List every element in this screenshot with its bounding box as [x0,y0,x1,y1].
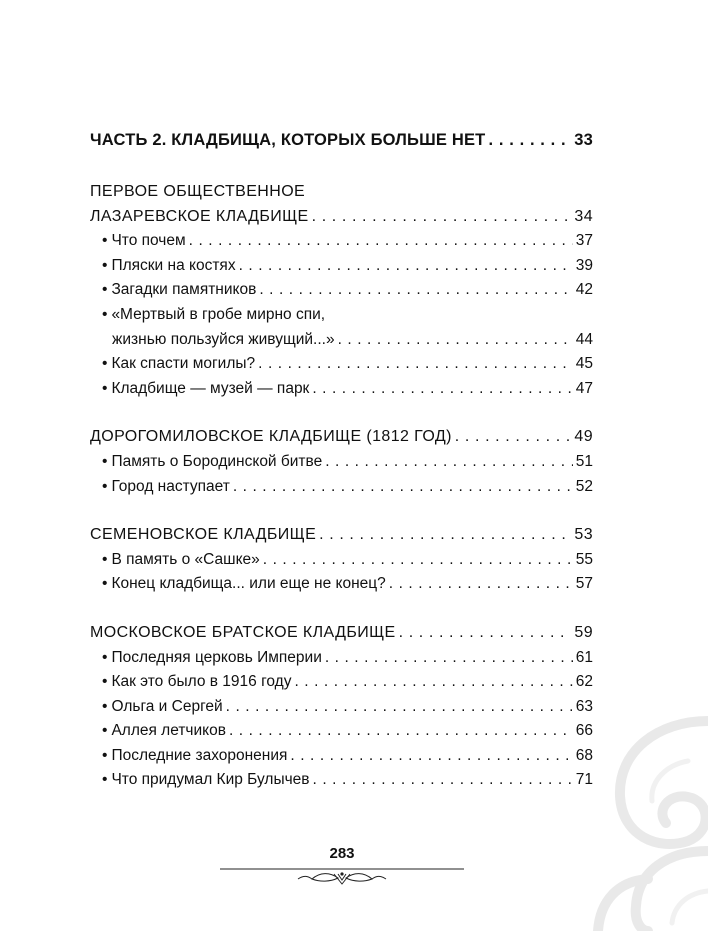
toc-item: • Загадки памятников . . . 42 [90,278,593,303]
toc-item: • Аллея летчиков . . . 66 [90,719,593,744]
toc-item: • Конец кладбища... или еще не конец? . . . 57 [90,572,593,597]
toc-page-number: 53 [574,526,593,544]
toc-item-title: Последняя церковь Империи [111,648,322,666]
toc-page-number: 49 [574,428,593,446]
toc-item-title: Город наступает [111,477,230,495]
toc-page-number: 39 [575,256,593,274]
toc-item: • Город наступает . . . 52 [90,475,593,500]
toc-part-entry [90,128,593,154]
toc-item: • Что придумал Кир Булычев . . . 71 [90,768,593,793]
toc-item-title: Загадки памятников [111,281,257,299]
toc-item-title: Кладбище — музей — парк [111,379,310,397]
toc-page-number: 33 [574,131,593,149]
toc-item [90,328,593,353]
toc-item-title: Как это было в 1916 году [111,673,292,691]
toc-item: • Как спасти могилы? . . . 45 [90,352,593,377]
toc-section-entry [90,621,593,646]
toc-item: • «Мертвый в гробе мирно спи, [102,305,326,323]
toc-item: • Память о Бородинской битве . . . 51 [90,450,593,475]
toc-part-title: ЧАСТЬ 2. КЛАДБИЩА, КОТОРЫХ БОЛЬШЕ НЕТ [90,131,486,149]
toc-page-number: 57 [575,575,593,593]
toc-item-title: Ольга и Сергей [111,697,223,715]
page-number: 283 [329,845,355,862]
toc-item: • Ольга и Сергей . . . 63 [90,695,593,720]
toc-page-number: 34 [574,207,593,225]
toc-item-title: Пляски на костях [111,256,236,274]
toc-item: • Кладбище — музей — парк . . . 47 [90,377,593,402]
toc-page-number: 68 [575,746,593,764]
toc-page-number: 62 [575,673,593,691]
toc-page-number: 61 [575,648,593,666]
toc-item-title: Последние захоронения [111,746,288,764]
toc-page-number: 59 [574,623,593,641]
toc-section-title: МОСКОВСКОЕ БРАТСКОЕ КЛАДБИЩЕ [90,623,396,641]
toc-item-title: В память о «Сашке» [111,550,260,568]
toc-item: • Что почем . . . 37 [90,229,593,254]
toc-page-number: 42 [575,281,593,299]
table-of-contents [90,128,593,793]
toc-item-title: Что почем [111,232,186,250]
toc-item: • В память о «Сашке» . . . 55 [90,548,593,573]
toc-page-number: 37 [575,232,593,250]
toc-page-number: 66 [575,722,593,740]
toc-page-number: 51 [575,452,593,470]
toc-item-title: Память о Бородинской битве [111,452,323,470]
toc-page-number: 52 [575,477,593,495]
toc-item: • Последняя церковь Империи . . . 61 [90,646,593,671]
toc-page-number: 55 [575,550,593,568]
decorative-swirl-icon [538,701,708,931]
toc-item-title: Аллея летчиков [111,722,226,740]
toc-section-title: ЛАЗАРЕВСКОЕ КЛАДБИЩЕ [90,207,309,225]
toc-page-number: 71 [575,771,593,789]
toc-item: • Последние захоронения . . . 68 [90,744,593,769]
toc-page-number: 44 [575,330,593,348]
toc-item-title: Что придумал Кир Булычев [111,771,310,789]
toc-item-title: Конец кладбища... или еще не конец? [111,575,386,593]
toc-item: • Как это было в 1916 году . . . 62 [90,670,593,695]
toc-item-title: жизнью пользуйся живущий...» [112,330,335,348]
toc-section-entry [90,425,593,450]
toc-section-entry [90,205,593,230]
toc-page-number: 47 [575,379,593,397]
toc-item: • Пляски на костях . . . 39 [90,254,593,279]
toc-section-title: ПЕРВОЕ ОБЩЕСТВЕННОЕ [90,183,306,200]
toc-section-title: СЕМЕНОВСКОЕ КЛАДБИЩЕ [90,526,317,544]
toc-section-entry [90,523,593,548]
toc-item-title: Как спасти могилы? [111,355,256,373]
toc-section-title: ДОРОГОМИЛОВСКОЕ КЛАДБИЩЕ (1812 ГОД) [90,428,452,446]
toc-item-title: «Мертвый в гробе мирно спи, [111,305,326,323]
footer-ornament-icon [220,862,464,888]
toc-page-number: 45 [575,355,593,373]
toc-page-number: 63 [575,697,593,715]
